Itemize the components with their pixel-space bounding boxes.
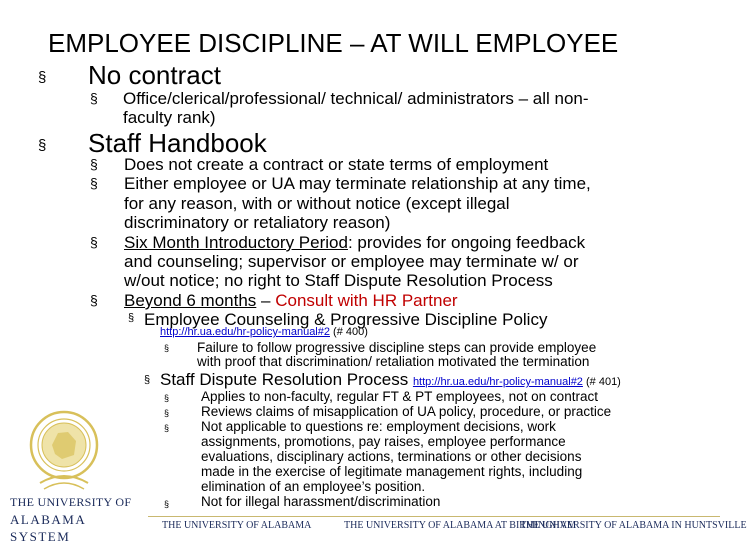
logo-line: ALABAMA SYSTEM bbox=[10, 512, 86, 544]
bullet-marker: § bbox=[90, 292, 98, 308]
no-contract-item-line: Office/clerical/professional/ technical/ administrators – all non- bbox=[123, 89, 589, 108]
dispute-item-c-line: evaluations, disciplinary actions, terminations or other decisions bbox=[201, 449, 582, 464]
campus-name: THE UNIVERSITY OF ALABAMA bbox=[162, 520, 312, 531]
policy-number: (# 401) bbox=[582, 376, 621, 388]
policy-number: (# 400) bbox=[330, 326, 368, 338]
bullet-marker: § bbox=[90, 234, 98, 250]
footer-campus-bar bbox=[148, 516, 747, 537]
logo-line: THE UNIVERSITY OF bbox=[10, 495, 132, 509]
bullet-marker: § bbox=[164, 343, 170, 353]
bullet-marker: § bbox=[90, 156, 98, 172]
progressive-note-line: with proof that discrimination/ retaliation motivated the termination bbox=[197, 354, 590, 369]
bullet-marker: § bbox=[144, 374, 151, 386]
dispute-item-d: Not for illegal harassment/discrimination bbox=[201, 494, 441, 509]
consult-hr-partner-text: Consult with HR Partner bbox=[275, 291, 458, 310]
section-heading-staff-handbook: Staff Handbook bbox=[88, 128, 267, 158]
bullet-marker: § bbox=[90, 90, 98, 106]
section-heading-no-contract: No contract bbox=[88, 60, 221, 90]
handbook-item-2-line: discriminatory or retaliatory reason) bbox=[124, 213, 391, 232]
progressive-discipline-heading: Employee Counseling & Progressive Discipline Policy bbox=[144, 310, 548, 329]
handbook-item-4 bbox=[124, 291, 458, 310]
no-contract-item-line: faculty rank) bbox=[123, 108, 216, 127]
dispute-item-c-line: made in the exercise of legitimate management rights, including bbox=[201, 464, 583, 479]
beyond-six-months-label: Beyond 6 months bbox=[124, 291, 257, 310]
bullet-marker: § bbox=[164, 408, 170, 418]
bullet-marker: § bbox=[90, 175, 98, 191]
bullet-marker: § bbox=[164, 423, 170, 433]
dispute-resolution-heading: Staff Dispute Resolution Process bbox=[160, 370, 409, 389]
dispute-item-a: Applies to non-faculty, regular FT & PT employees, not on contract bbox=[201, 389, 598, 404]
progressive-policy-ref bbox=[160, 326, 368, 338]
handbook-item-2-line: Either employee or UA may terminate relationship at any time, bbox=[124, 174, 591, 193]
handbook-item-2-line: for any reason, with or without notice (except illegal bbox=[124, 194, 510, 213]
slide-title: EMPLOYEE DISCIPLINE – AT WILL EMPLOYEE bbox=[48, 28, 619, 58]
policy-link-401[interactable]: http://hr.ua.edu/hr-policy-manual#2 bbox=[412, 376, 583, 388]
handbook-item-3-line: w/out notice; no right to Staff Dispute Resolution Process bbox=[124, 271, 553, 290]
bullet-marker: § bbox=[164, 499, 170, 509]
progressive-note-line: Failure to follow progressive discipline steps can provide employee bbox=[197, 340, 597, 355]
dispute-item-c-line: assignments, promotions, pay raises, employee performance bbox=[201, 434, 566, 449]
university-seal-icon bbox=[28, 405, 100, 491]
bullet-marker: § bbox=[38, 137, 47, 154]
handbook-item-1: Does not create a contract or state terms of employment bbox=[124, 155, 549, 174]
campus-name: THE UNIVERSITY OF ALABAMA AT BIRMINGHAM bbox=[344, 520, 576, 531]
handbook-item-3-line: and counseling; supervisor or employee may terminate w/ or bbox=[124, 252, 579, 271]
dash: – bbox=[256, 291, 276, 310]
ua-system-logo bbox=[10, 494, 142, 544]
campus-name: THE UNIVERSITY OF ALABAMA IN HUNTSVILLE bbox=[520, 520, 747, 531]
introductory-period-text: : provides for ongoing feedback bbox=[347, 233, 586, 252]
bullet-marker: § bbox=[164, 393, 170, 403]
dispute-item-c-line: elimination of an employee’s position. bbox=[201, 479, 426, 494]
policy-link-400[interactable]: http://hr.ua.edu/hr-policy-manual#2 bbox=[160, 326, 330, 338]
introductory-period-label: Six Month Introductory Period bbox=[124, 233, 348, 252]
bullet-marker: § bbox=[38, 69, 47, 86]
dispute-item-b: Reviews claims of misapplication of UA policy, procedure, or practice bbox=[201, 404, 612, 419]
bullet-marker: § bbox=[128, 312, 135, 324]
dispute-item-c-line: Not applicable to questions re: employment decisions, work bbox=[201, 419, 556, 434]
handbook-item-3-line bbox=[124, 233, 585, 252]
